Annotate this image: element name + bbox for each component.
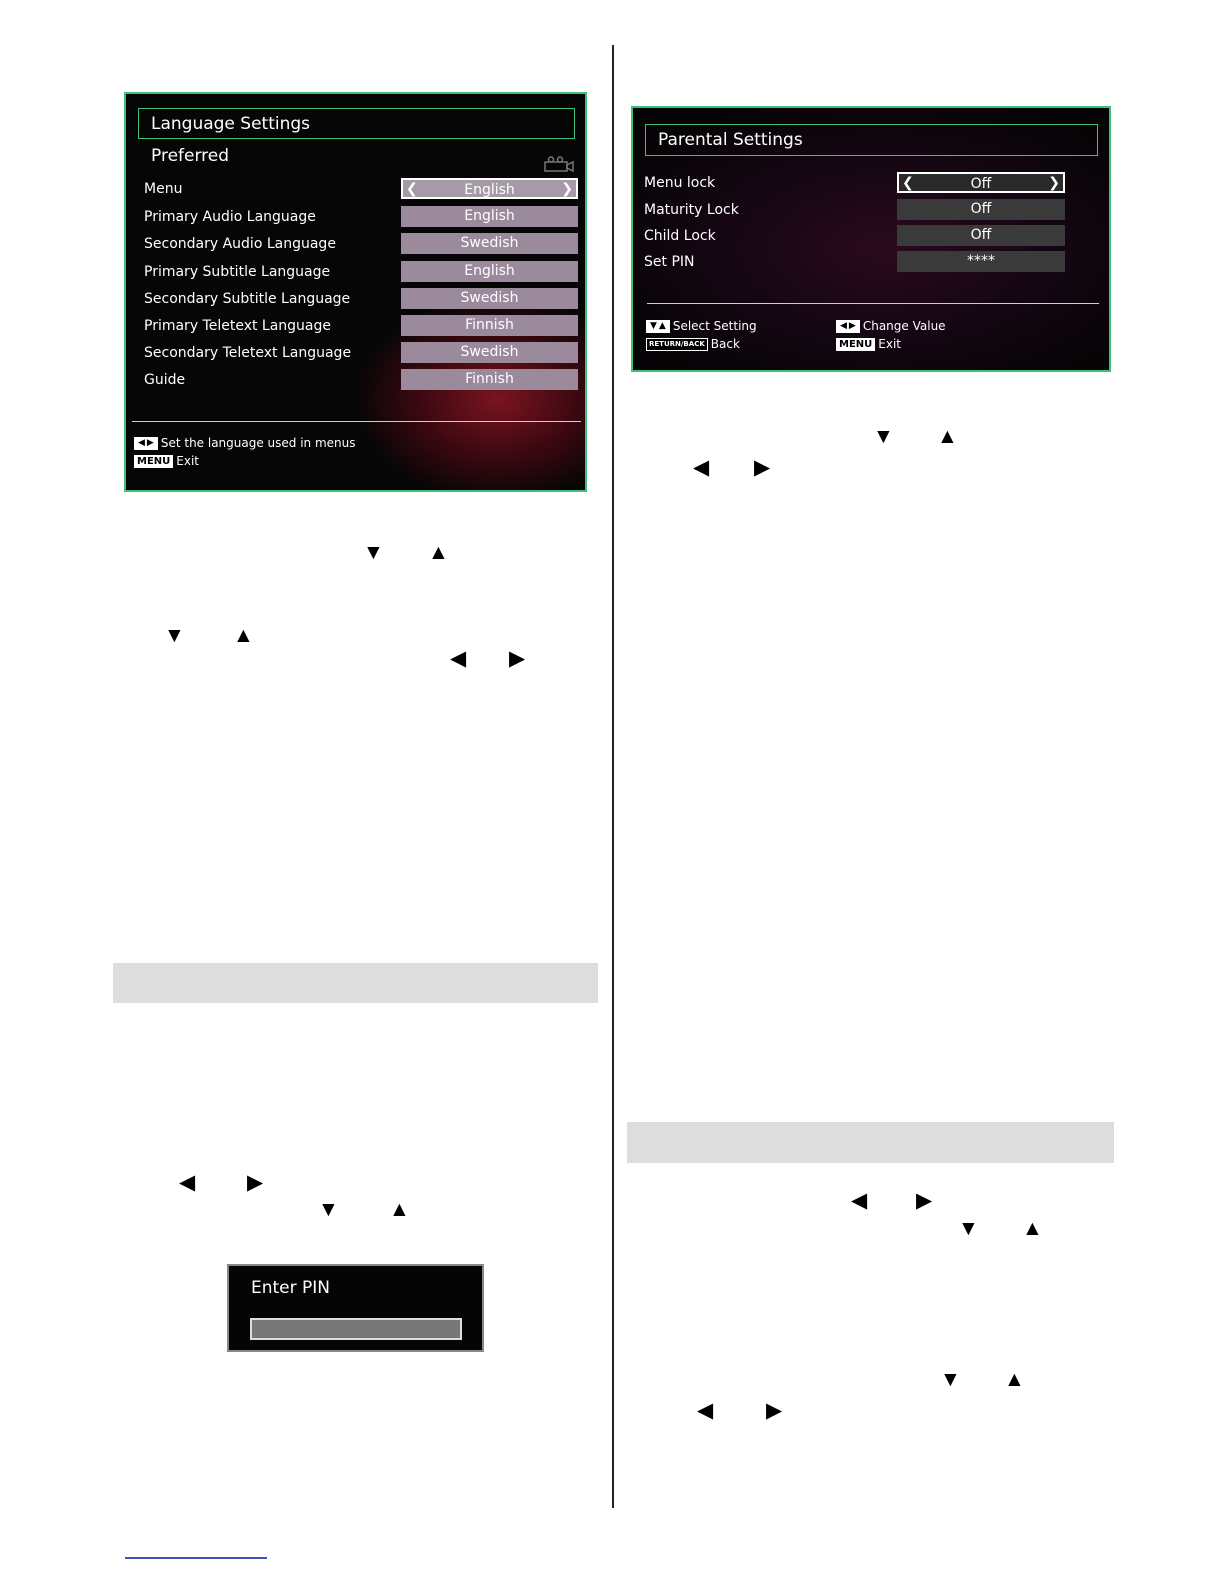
chevron-right-icon[interactable]: ❯ xyxy=(561,181,573,197)
row-label: Secondary Audio Language xyxy=(144,236,336,252)
enter-pin-dialog xyxy=(227,1264,484,1352)
pin-input[interactable] xyxy=(250,1318,462,1340)
hint-text: Change Value xyxy=(862,319,946,333)
row-label: Secondary Subtitle Language xyxy=(144,291,351,307)
language-row-guide[interactable] xyxy=(144,369,580,391)
parental-settings-title: Parental Settings xyxy=(645,124,1098,156)
hint-exit xyxy=(836,337,901,351)
row-value[interactable]: English xyxy=(401,261,578,282)
menu-lock-selector[interactable] xyxy=(897,172,1065,193)
up-arrow-icon: ▲ xyxy=(1004,1368,1025,1391)
left-right-key-icon: ◀ ▶ xyxy=(134,437,158,450)
chevron-right-icon[interactable]: ❯ xyxy=(1048,175,1060,191)
hint-divider xyxy=(647,303,1099,304)
chevron-left-icon[interactable]: ❮ xyxy=(406,181,418,197)
row-label: Child Lock xyxy=(644,228,716,244)
row-value[interactable]: **** xyxy=(897,251,1065,272)
row-value[interactable]: Finnish xyxy=(401,315,578,336)
language-row-primary-audio[interactable] xyxy=(144,206,580,228)
section-heading-bar xyxy=(113,963,598,1003)
return-back-key-icon: RETURN/BACK xyxy=(646,338,708,351)
menu-key-icon: MENU xyxy=(134,455,173,468)
hint-exit xyxy=(134,454,199,468)
language-row-primary-subtitle[interactable] xyxy=(144,261,580,283)
right-arrow-icon: ▶ xyxy=(247,1171,264,1194)
row-value[interactable]: Off xyxy=(897,199,1065,220)
hint-text: Select Setting xyxy=(672,319,757,333)
right-arrow-icon: ▶ xyxy=(916,1189,933,1212)
right-arrow-icon: ▶ xyxy=(754,456,771,479)
column-divider xyxy=(612,45,614,1508)
section-heading-bar xyxy=(627,1122,1114,1163)
hint-set-language xyxy=(134,436,356,450)
right-arrow-icon: ▶ xyxy=(766,1399,783,1422)
hint-change-value xyxy=(836,319,946,333)
footer-underline xyxy=(125,1557,267,1559)
parental-row-maturity-lock[interactable] xyxy=(644,199,1100,221)
row-label: Menu lock xyxy=(644,175,716,191)
hint-back xyxy=(646,337,740,351)
row-label: Menu xyxy=(144,181,183,197)
row-label: Maturity Lock xyxy=(644,202,739,218)
parental-row-menu-lock[interactable] xyxy=(644,172,1100,194)
enter-pin-title: Enter PIN xyxy=(251,1278,331,1298)
up-arrow-icon: ▲ xyxy=(428,541,449,564)
up-arrow-icon: ▲ xyxy=(1022,1217,1043,1240)
language-settings-title: Language Settings xyxy=(138,108,575,139)
row-value[interactable]: Swedish xyxy=(401,342,578,363)
left-arrow-icon: ◀ xyxy=(693,456,710,479)
hint-divider xyxy=(132,421,581,422)
up-arrow-icon: ▲ xyxy=(937,425,958,448)
left-right-key-icon: ◀ ▶ xyxy=(836,320,860,333)
up-down-key-icon: ▼ ▲ xyxy=(646,320,670,333)
language-row-secondary-subtitle[interactable] xyxy=(144,288,580,310)
hint-text: Set the language used in menus xyxy=(160,436,356,450)
chevron-left-icon[interactable]: ❮ xyxy=(902,175,914,191)
row-value[interactable]: Swedish xyxy=(401,288,578,309)
row-value[interactable]: Off xyxy=(897,225,1065,246)
hint-text: Exit xyxy=(176,454,200,468)
hint-select-setting xyxy=(646,319,757,333)
down-arrow-icon: ▼ xyxy=(318,1198,339,1221)
left-arrow-icon: ◀ xyxy=(450,647,467,670)
row-value[interactable]: Swedish xyxy=(401,233,578,254)
row-label: Set PIN xyxy=(644,254,695,270)
row-label: Primary Subtitle Language xyxy=(144,264,331,280)
row-value[interactable]: English xyxy=(401,206,578,227)
row-value: English xyxy=(464,182,515,198)
row-label: Primary Audio Language xyxy=(144,209,316,225)
left-arrow-icon: ◀ xyxy=(179,1171,196,1194)
language-row-secondary-teletext[interactable] xyxy=(144,342,580,364)
row-label: Secondary Teletext Language xyxy=(144,345,352,361)
down-arrow-icon: ▼ xyxy=(873,425,894,448)
down-arrow-icon: ▼ xyxy=(958,1217,979,1240)
hint-text: Exit xyxy=(878,337,902,351)
language-settings-screen xyxy=(124,92,587,492)
parental-settings-screen xyxy=(631,106,1111,372)
row-value: Off xyxy=(970,176,992,192)
down-arrow-icon: ▼ xyxy=(164,624,185,647)
hint-text: Back xyxy=(710,337,740,351)
parental-row-child-lock[interactable] xyxy=(644,225,1100,247)
menu-language-selector[interactable] xyxy=(401,178,578,199)
language-row-menu[interactable] xyxy=(144,178,580,200)
row-label: Guide xyxy=(144,372,186,388)
right-arrow-icon: ▶ xyxy=(509,647,526,670)
row-value[interactable]: Finnish xyxy=(401,369,578,390)
language-row-secondary-audio[interactable] xyxy=(144,233,580,255)
parental-row-set-pin[interactable] xyxy=(644,251,1100,273)
language-row-primary-teletext[interactable] xyxy=(144,315,580,337)
row-label: Primary Teletext Language xyxy=(144,318,332,334)
preferred-subtitle: Preferred xyxy=(151,146,230,166)
left-arrow-icon: ◀ xyxy=(851,1189,868,1212)
down-arrow-icon: ▼ xyxy=(940,1368,961,1391)
menu-key-icon: MENU xyxy=(836,338,875,351)
up-arrow-icon: ▲ xyxy=(389,1198,410,1221)
down-arrow-icon: ▼ xyxy=(363,541,384,564)
up-arrow-icon: ▲ xyxy=(233,624,254,647)
left-arrow-icon: ◀ xyxy=(697,1399,714,1422)
camera-icon xyxy=(544,156,574,172)
